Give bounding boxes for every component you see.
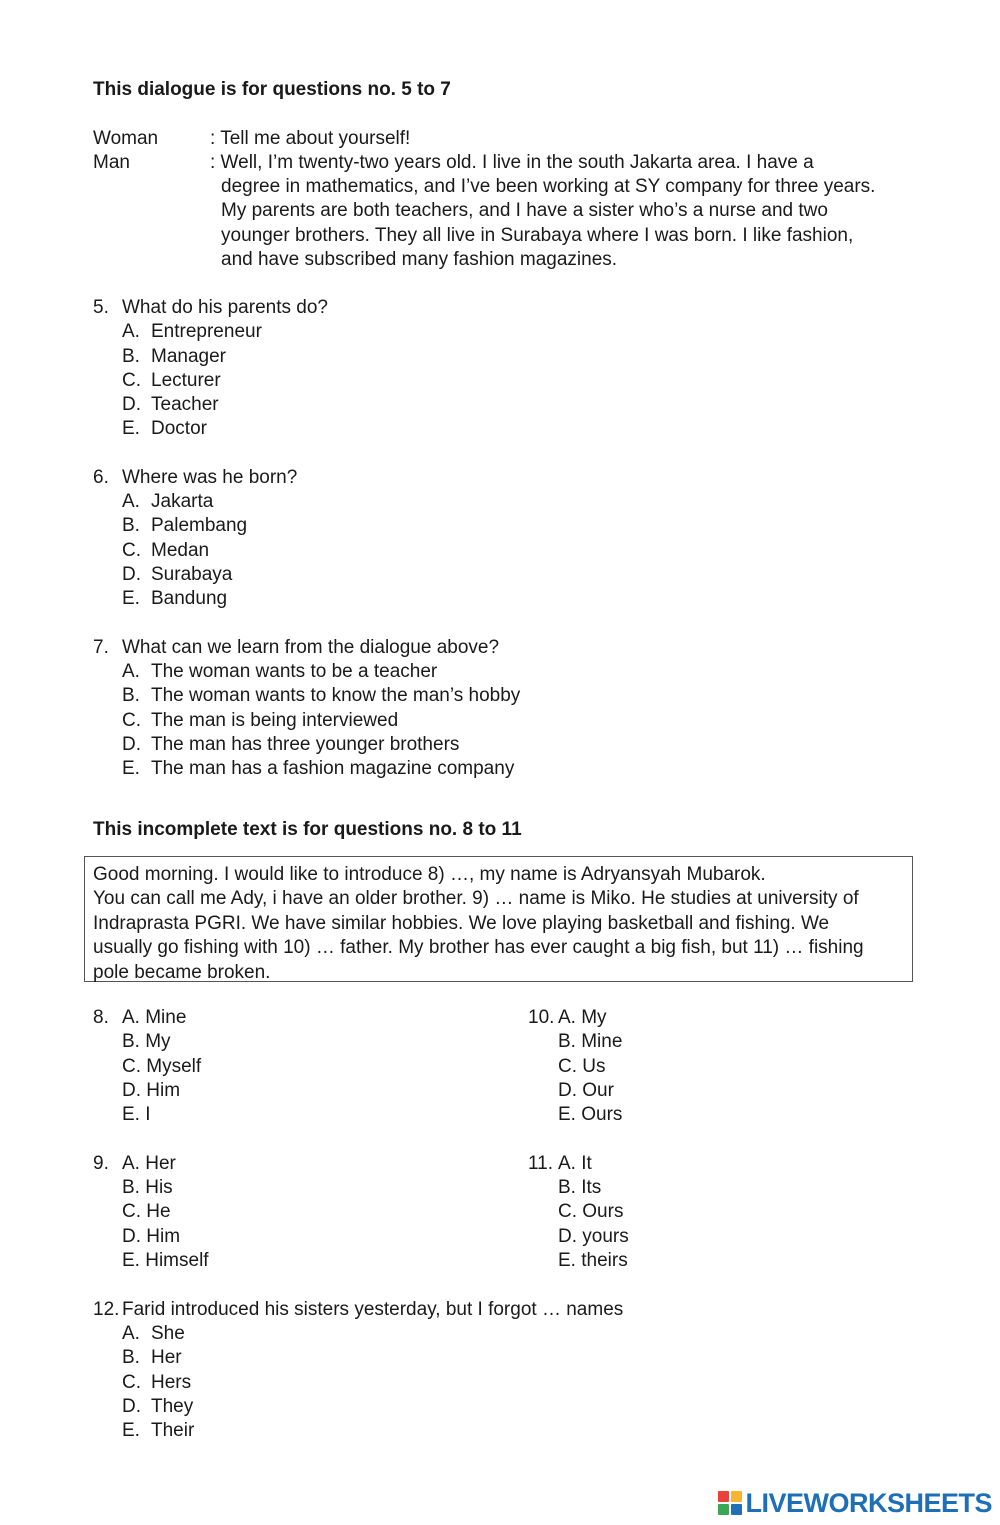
option-text: The man has a fashion magazine company	[151, 758, 515, 779]
option-text: C. Myself	[122, 1056, 202, 1077]
question-number: 5.	[93, 297, 109, 318]
option-letter: D.	[122, 564, 141, 585]
option-text: C. He	[122, 1201, 171, 1222]
text-section-heading: This incomplete text is for questions no. 8 to 11	[93, 819, 522, 840]
option-text: Palembang	[151, 515, 248, 536]
option-text: She	[151, 1323, 185, 1344]
speaker-woman: Woman	[93, 128, 159, 149]
question-number: 7.	[93, 637, 109, 658]
option-text: A. Her	[122, 1153, 176, 1174]
passage-box	[84, 856, 913, 982]
option-text: D. Him	[122, 1226, 181, 1247]
dialogue-continuation-line: My parents are both teachers, and I have a sister who’s a nurse and two	[221, 200, 828, 221]
option-text: Medan	[151, 540, 210, 561]
option-letter: C.	[122, 710, 141, 731]
dialogue-section-heading: This dialogue is for questions no. 5 to 7	[93, 79, 451, 100]
speaker-man: Man	[93, 152, 130, 173]
question-text: What can we learn from the dialogue above?	[122, 637, 500, 658]
option-letter: E.	[122, 1420, 140, 1441]
liveworksheets-logo-text: LIVEWORKSHEETS	[745, 1487, 992, 1518]
option-text: Bandung	[151, 588, 228, 609]
dialogue-continuation-line: degree in mathematics, and I’ve been working at SY company for three years.	[221, 176, 876, 197]
option-text: E. I	[122, 1104, 151, 1125]
question-number: 12.	[93, 1299, 120, 1320]
dialogue-continuation-line: younger brothers. They all live in Surabaya where I was born. I like fashion,	[221, 225, 854, 246]
dialogue-line-woman: : Tell me about yourself!	[210, 128, 411, 149]
question-number: 6.	[93, 467, 109, 488]
option-letter: E.	[122, 758, 140, 779]
option-letter: A.	[122, 661, 140, 682]
question-text: What do his parents do?	[122, 297, 328, 318]
question-text: Farid introduced his sisters yesterday, but I forgot … names	[122, 1299, 624, 1320]
option-text: A. My	[558, 1007, 607, 1028]
dialogue-continuation-line: and have subscribed many fashion magazines.	[221, 249, 618, 270]
option-text: E. theirs	[558, 1250, 628, 1271]
option-text: Manager	[151, 346, 226, 367]
option-text: Their	[151, 1420, 195, 1441]
option-text: C. Us	[558, 1056, 606, 1077]
dialogue-line-man: : Well, I’m twenty-two years old. I live in the south Jakarta area. I have a	[210, 152, 814, 173]
option-text: B. His	[122, 1177, 173, 1198]
option-letter: A.	[122, 1323, 140, 1344]
option-text: Surabaya	[151, 564, 233, 585]
option-letter: B.	[122, 346, 140, 367]
option-text: Doctor	[151, 418, 207, 439]
option-text: Hers	[151, 1372, 192, 1393]
option-letter: E.	[122, 588, 140, 609]
liveworksheets-logo-icon	[718, 1491, 742, 1515]
option-text: D. yours	[558, 1226, 629, 1247]
option-text: B. My	[122, 1031, 171, 1052]
question-text: Where was he born?	[122, 467, 298, 488]
option-text: B. Its	[558, 1177, 602, 1198]
option-letter: A.	[122, 321, 140, 342]
option-letter: C.	[122, 370, 141, 391]
liveworksheets-logo	[718, 1487, 992, 1519]
option-letter: B.	[122, 685, 140, 706]
option-text: Jakarta	[151, 491, 214, 512]
option-text: D. Our	[558, 1080, 614, 1101]
option-letter: B.	[122, 515, 140, 536]
option-letter: D.	[122, 394, 141, 415]
option-letter: D.	[122, 734, 141, 755]
option-text: The woman wants to be a teacher	[151, 661, 438, 682]
option-letter: A.	[122, 491, 140, 512]
option-text: The woman wants to know the man’s hobby	[151, 685, 521, 706]
option-text: A. It	[558, 1153, 592, 1174]
passage-line: usually go fishing with 10) … father. My brother has ever caught a big fish, but 11) … fishing	[93, 937, 864, 959]
option-text: The man is being interviewed	[151, 710, 399, 731]
passage-line: Indraprasta PGRI. We have similar hobbies. We love playing basketball and fishing. We	[93, 912, 830, 934]
option-text: E. Ours	[558, 1104, 623, 1125]
option-text: A. Mine	[122, 1007, 187, 1028]
option-letter: C.	[122, 540, 141, 561]
question-number: 11.	[528, 1153, 554, 1174]
option-text: Teacher	[151, 394, 219, 415]
option-letter: E.	[122, 418, 140, 439]
passage-line: You can call me Ady, i have an older brother. 9) … name is Miko. He studies at university of	[93, 888, 859, 910]
passage-line: Good morning. I would like to introduce 8) …, my name is Adryansyah Mubarok.	[93, 864, 766, 885]
question-number: 10.	[528, 1007, 555, 1028]
option-text: D. Him	[122, 1080, 181, 1101]
option-text: Entrepreneur	[151, 321, 262, 342]
option-text: B. Mine	[558, 1031, 623, 1052]
option-text: The man has three younger brothers	[151, 734, 460, 755]
option-text: Lecturer	[151, 370, 221, 391]
question-number: 8.	[93, 1007, 109, 1028]
option-text: E. Himself	[122, 1250, 209, 1271]
passage-line: pole became broken.	[93, 961, 271, 983]
question-number: 9.	[93, 1153, 109, 1174]
option-text: C. Ours	[558, 1201, 624, 1222]
option-letter: C.	[122, 1372, 141, 1393]
option-text: Her	[151, 1347, 182, 1368]
option-letter: D.	[122, 1396, 141, 1417]
option-text: They	[151, 1396, 194, 1417]
option-letter: B.	[122, 1347, 140, 1368]
